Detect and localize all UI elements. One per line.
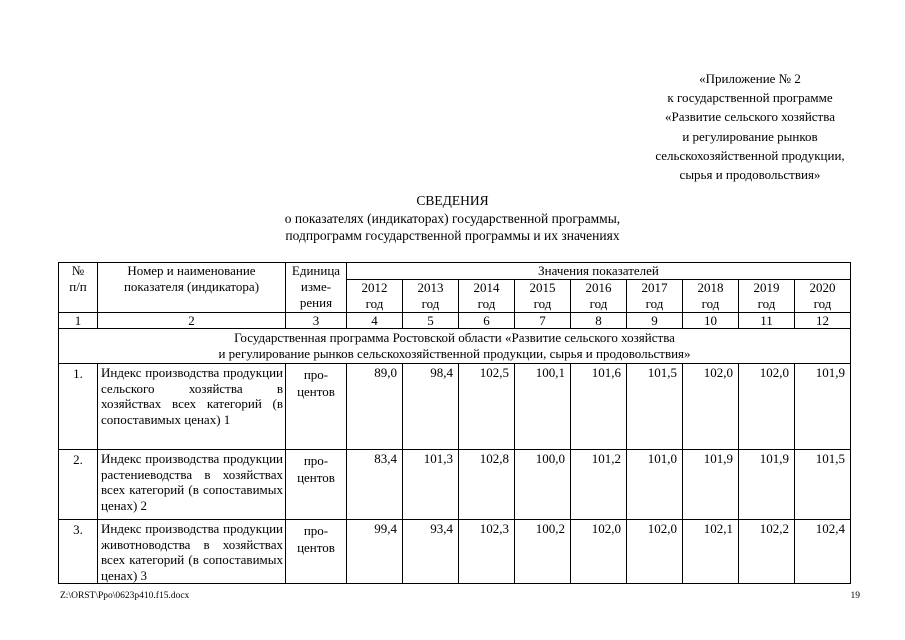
column-index: 5 <box>403 313 459 329</box>
table-row <box>59 364 851 450</box>
file-path: Z:\ORST\Ppo\0623p410.f15.docx <box>60 591 190 601</box>
value-cell: 101,9 <box>795 364 851 450</box>
year-label: 2014 <box>473 280 500 295</box>
unit-line: центов <box>297 470 335 485</box>
header-row <box>59 263 851 280</box>
year-suffix: год <box>701 296 720 311</box>
year-label: 2019 <box>753 280 780 295</box>
value-cell: 99,4 <box>347 520 403 584</box>
header-year-cell <box>403 280 459 313</box>
value-cell: 101,2 <box>571 450 627 520</box>
header-unit-line: Единица <box>291 263 341 278</box>
section-row <box>59 329 851 364</box>
column-index: 9 <box>627 313 683 329</box>
value-cell: 102,0 <box>739 364 795 450</box>
value-cell: 101,6 <box>571 364 627 450</box>
year-suffix: год <box>589 296 608 311</box>
column-index-row <box>59 313 851 329</box>
value-cell: 102,2 <box>739 520 795 584</box>
year-label: 2020 <box>809 280 836 295</box>
table-row <box>59 450 851 520</box>
annex-line: к государственной программе <box>667 90 833 106</box>
value-cell: 89,0 <box>347 364 403 450</box>
value-cell: 102,1 <box>683 520 739 584</box>
year-label: 2017 <box>641 280 668 295</box>
value-cell: 102,4 <box>795 520 851 584</box>
header-num-cell <box>59 263 98 313</box>
header-year-cell <box>459 280 515 313</box>
indicator-name: Индекс производства продукции сельского хозяйства в хозяйствах всех категорий (в сопоставимых ценах) 1 <box>98 364 286 450</box>
header-unit-line: изме- <box>300 279 332 294</box>
header-year-cell <box>739 280 795 313</box>
unit-line: центов <box>297 384 335 399</box>
table-row <box>59 520 851 584</box>
annex-line: сырья и продовольствия» <box>679 167 821 183</box>
unit-line: про- <box>303 367 329 382</box>
unit-cell <box>286 450 347 520</box>
column-index: 6 <box>459 313 515 329</box>
header-unit-cell <box>286 263 347 313</box>
value-cell: 102,3 <box>459 520 515 584</box>
section-title-line: Государственная программа Ростовской области «Развитие сельского хозяйства <box>234 330 675 345</box>
page-number: 19 <box>850 591 860 601</box>
section-title-line: и регулирование рынков сельскохозяйственной продукции, сырья и продовольствия» <box>218 346 691 361</box>
row-number: 2. <box>59 450 98 520</box>
heading-title: СВЕДЕНИЯ <box>416 193 489 208</box>
header-year-cell <box>627 280 683 313</box>
value-cell: 101,3 <box>403 450 459 520</box>
document-heading <box>0 192 905 245</box>
header-num-line: № <box>71 263 85 278</box>
value-cell: 102,0 <box>683 364 739 450</box>
year-suffix: год <box>813 296 832 311</box>
year-label: 2013 <box>417 280 444 295</box>
column-index: 11 <box>739 313 795 329</box>
year-suffix: год <box>477 296 496 311</box>
column-index: 7 <box>515 313 571 329</box>
header-values-title: Значения показателей <box>347 263 851 280</box>
column-index: 1 <box>59 313 98 329</box>
header-name-line: Номер и наименование <box>127 263 256 278</box>
year-suffix: год <box>533 296 552 311</box>
value-cell: 100,2 <box>515 520 571 584</box>
indicator-name: Индекс производства продукции растениеводства в хозяйствах всех категорий (в сопоставимых ценах) 2 <box>98 450 286 520</box>
year-suffix: год <box>421 296 440 311</box>
column-index: 12 <box>795 313 851 329</box>
value-cell: 101,0 <box>627 450 683 520</box>
indicator-name: Индекс производства продукции животноводства в хозяйствах всех категорий (в сопоставимых ценах) 3 <box>98 520 286 584</box>
annex-line: сельскохозяйственной продукции, <box>655 147 845 163</box>
annex-line: и регулирование рынков <box>682 128 818 144</box>
value-cell: 100,1 <box>515 364 571 450</box>
unit-line: центов <box>297 540 335 555</box>
year-label: 2018 <box>697 280 724 295</box>
section-title <box>59 329 851 364</box>
page-footer <box>60 591 860 603</box>
value-cell: 101,9 <box>739 450 795 520</box>
unit-cell <box>286 364 347 450</box>
header-year-cell <box>571 280 627 313</box>
header-year-cell <box>515 280 571 313</box>
value-cell: 102,0 <box>627 520 683 584</box>
header-unit-line: рения <box>299 295 333 310</box>
unit-line: про- <box>303 453 329 468</box>
annex-line: «Развитие сельского хозяйства <box>665 109 835 125</box>
column-index: 10 <box>683 313 739 329</box>
value-cell: 93,4 <box>403 520 459 584</box>
indicators-table <box>58 262 851 584</box>
annex-line: «Приложение № 2 <box>699 71 801 86</box>
value-cell: 101,5 <box>795 450 851 520</box>
row-number: 1. <box>59 364 98 450</box>
column-index: 8 <box>571 313 627 329</box>
column-index: 3 <box>286 313 347 329</box>
unit-line: про- <box>303 523 329 538</box>
row-number: 3. <box>59 520 98 584</box>
heading-subtitle: подпрограмм государственной программы и их значениях <box>285 228 620 243</box>
header-year-cell <box>347 280 403 313</box>
year-suffix: год <box>365 296 384 311</box>
value-cell: 102,0 <box>571 520 627 584</box>
value-cell: 83,4 <box>347 450 403 520</box>
year-label: 2015 <box>529 280 556 295</box>
header-name-line: показателя (индикатора) <box>123 279 260 294</box>
column-index: 4 <box>347 313 403 329</box>
value-cell: 102,8 <box>459 450 515 520</box>
value-cell: 100,0 <box>515 450 571 520</box>
header-name-cell <box>98 263 286 313</box>
annex-block <box>620 69 880 184</box>
year-suffix: год <box>757 296 776 311</box>
year-label: 2012 <box>361 280 388 295</box>
header-year-cell <box>683 280 739 313</box>
value-cell: 101,9 <box>683 450 739 520</box>
year-label: 2016 <box>585 280 612 295</box>
header-num-line: п/п <box>69 279 87 294</box>
value-cell: 102,5 <box>459 364 515 450</box>
value-cell: 101,5 <box>627 364 683 450</box>
heading-subtitle: о показателях (индикаторах) государственной программы, <box>284 210 621 226</box>
header-year-cell <box>795 280 851 313</box>
year-suffix: год <box>645 296 664 311</box>
value-cell: 98,4 <box>403 364 459 450</box>
column-index: 2 <box>98 313 286 329</box>
unit-cell <box>286 520 347 584</box>
